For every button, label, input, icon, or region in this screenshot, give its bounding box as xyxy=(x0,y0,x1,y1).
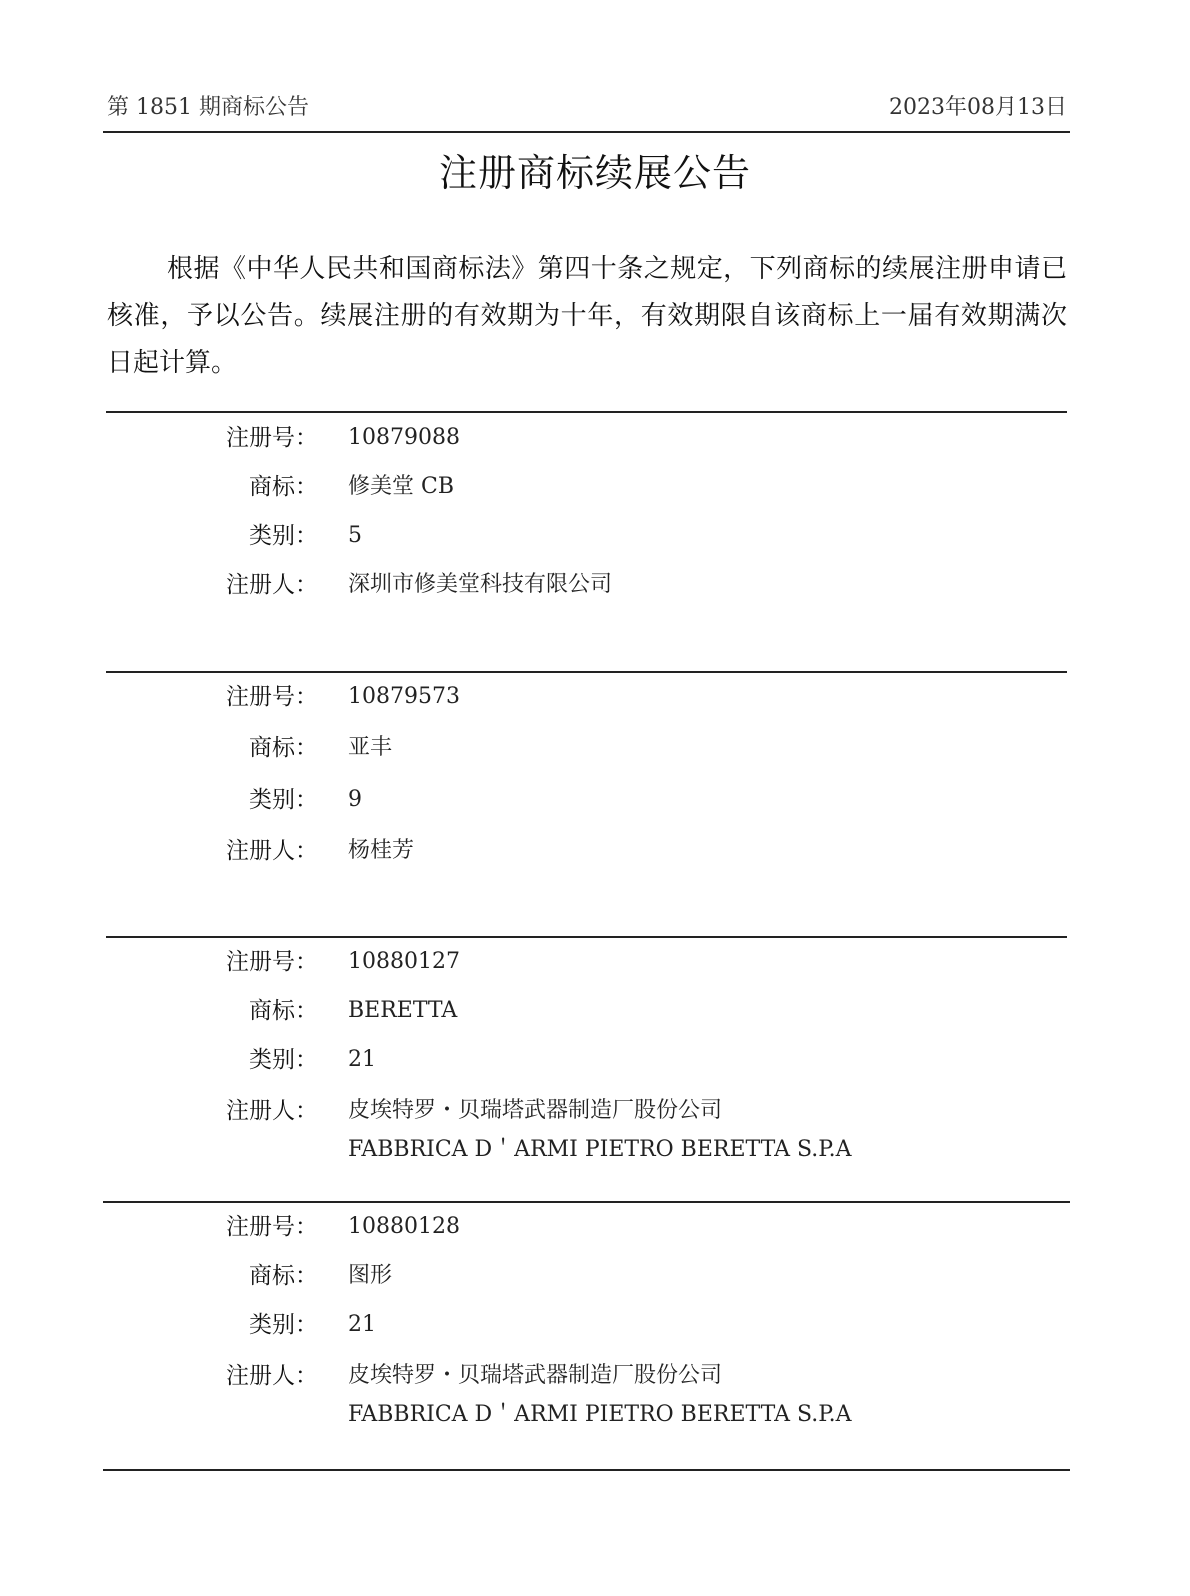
label-class: 类别： xyxy=(249,1047,318,1073)
value-registrant xyxy=(348,1356,851,1434)
field-mark xyxy=(0,1256,1190,1296)
value-reg-no: 10880127 xyxy=(348,949,460,974)
field-class xyxy=(0,780,1190,820)
value-mark: 修美堂 CB xyxy=(348,474,454,499)
value-registrant xyxy=(348,1091,851,1169)
value-class: 21 xyxy=(348,1047,376,1072)
value-registrant xyxy=(348,831,414,871)
page-header xyxy=(107,90,1067,130)
field-registrant xyxy=(0,831,1190,871)
value-reg-no: 10879573 xyxy=(348,684,460,709)
header-divider xyxy=(103,131,1070,133)
field-class xyxy=(0,516,1190,556)
registrant-en: FABBRICA D＇ARMI PIETRO BERETTA S.P.A xyxy=(348,1402,852,1427)
value-mark: BERETTA xyxy=(348,998,458,1023)
issue-number: 第 1851 期商标公告 xyxy=(107,95,309,120)
label-mark: 商标： xyxy=(249,735,318,761)
label-mark: 商标： xyxy=(249,998,318,1024)
label-registrant: 注册人： xyxy=(226,1098,318,1124)
publication-date: 2023年08月13日 xyxy=(889,95,1067,120)
field-registrant xyxy=(0,1091,1190,1171)
field-registrant xyxy=(0,1356,1190,1436)
field-class xyxy=(0,1305,1190,1345)
registrant-cn: 皮埃特罗・贝瑞塔武器制造厂股份公司 xyxy=(348,1363,723,1388)
value-registrant xyxy=(348,565,612,605)
field-registrant xyxy=(0,565,1190,605)
record-divider xyxy=(106,936,1067,938)
label-registrant: 注册人： xyxy=(226,838,318,864)
label-reg-no: 注册号： xyxy=(226,949,318,975)
label-registrant: 注册人： xyxy=(226,572,318,598)
intro-paragraph: 根据《中华人民共和国商标法》第四十条之规定，下列商标的续展注册申请已核准，予以公告。续展注册的有效期为十年，有效期限自该商标上一届有效期满次日起计算。 xyxy=(107,254,1067,378)
field-reg-no xyxy=(0,418,1190,458)
value-reg-no: 10880128 xyxy=(348,1214,460,1239)
value-class: 5 xyxy=(348,523,362,548)
registrant-cn: 深圳市修美堂科技有限公司 xyxy=(348,572,613,597)
field-reg-no xyxy=(0,942,1190,982)
value-mark: 图形 xyxy=(348,1263,393,1288)
label-reg-no: 注册号： xyxy=(226,684,318,710)
label-registrant: 注册人： xyxy=(226,1363,318,1389)
registrant-cn: 皮埃特罗・贝瑞塔武器制造厂股份公司 xyxy=(348,1098,723,1123)
label-reg-no: 注册号： xyxy=(226,425,318,451)
registrant-cn: 杨桂芳 xyxy=(348,838,415,863)
record-divider xyxy=(103,1201,1070,1203)
registrant-en: FABBRICA D＇ARMI PIETRO BERETTA S.P.A xyxy=(348,1137,852,1162)
value-mark: 亚丰 xyxy=(348,735,393,760)
label-class: 类别： xyxy=(249,523,318,549)
value-class: 9 xyxy=(348,787,362,812)
field-mark xyxy=(0,467,1190,507)
value-class: 21 xyxy=(348,1312,376,1337)
label-mark: 商标： xyxy=(249,1263,318,1289)
page-title: 注册商标续展公告 xyxy=(438,151,751,195)
record-divider xyxy=(106,671,1067,673)
label-reg-no: 注册号： xyxy=(226,1214,318,1240)
record-divider xyxy=(106,411,1067,413)
end-divider xyxy=(103,1469,1070,1471)
field-reg-no xyxy=(0,1207,1190,1247)
label-class: 类别： xyxy=(249,787,318,813)
label-mark: 商标： xyxy=(249,474,318,500)
field-mark xyxy=(0,991,1190,1031)
value-reg-no: 10879088 xyxy=(348,425,460,450)
field-reg-no xyxy=(0,677,1190,717)
field-class xyxy=(0,1040,1190,1080)
label-class: 类别： xyxy=(249,1312,318,1338)
field-mark xyxy=(0,728,1190,768)
